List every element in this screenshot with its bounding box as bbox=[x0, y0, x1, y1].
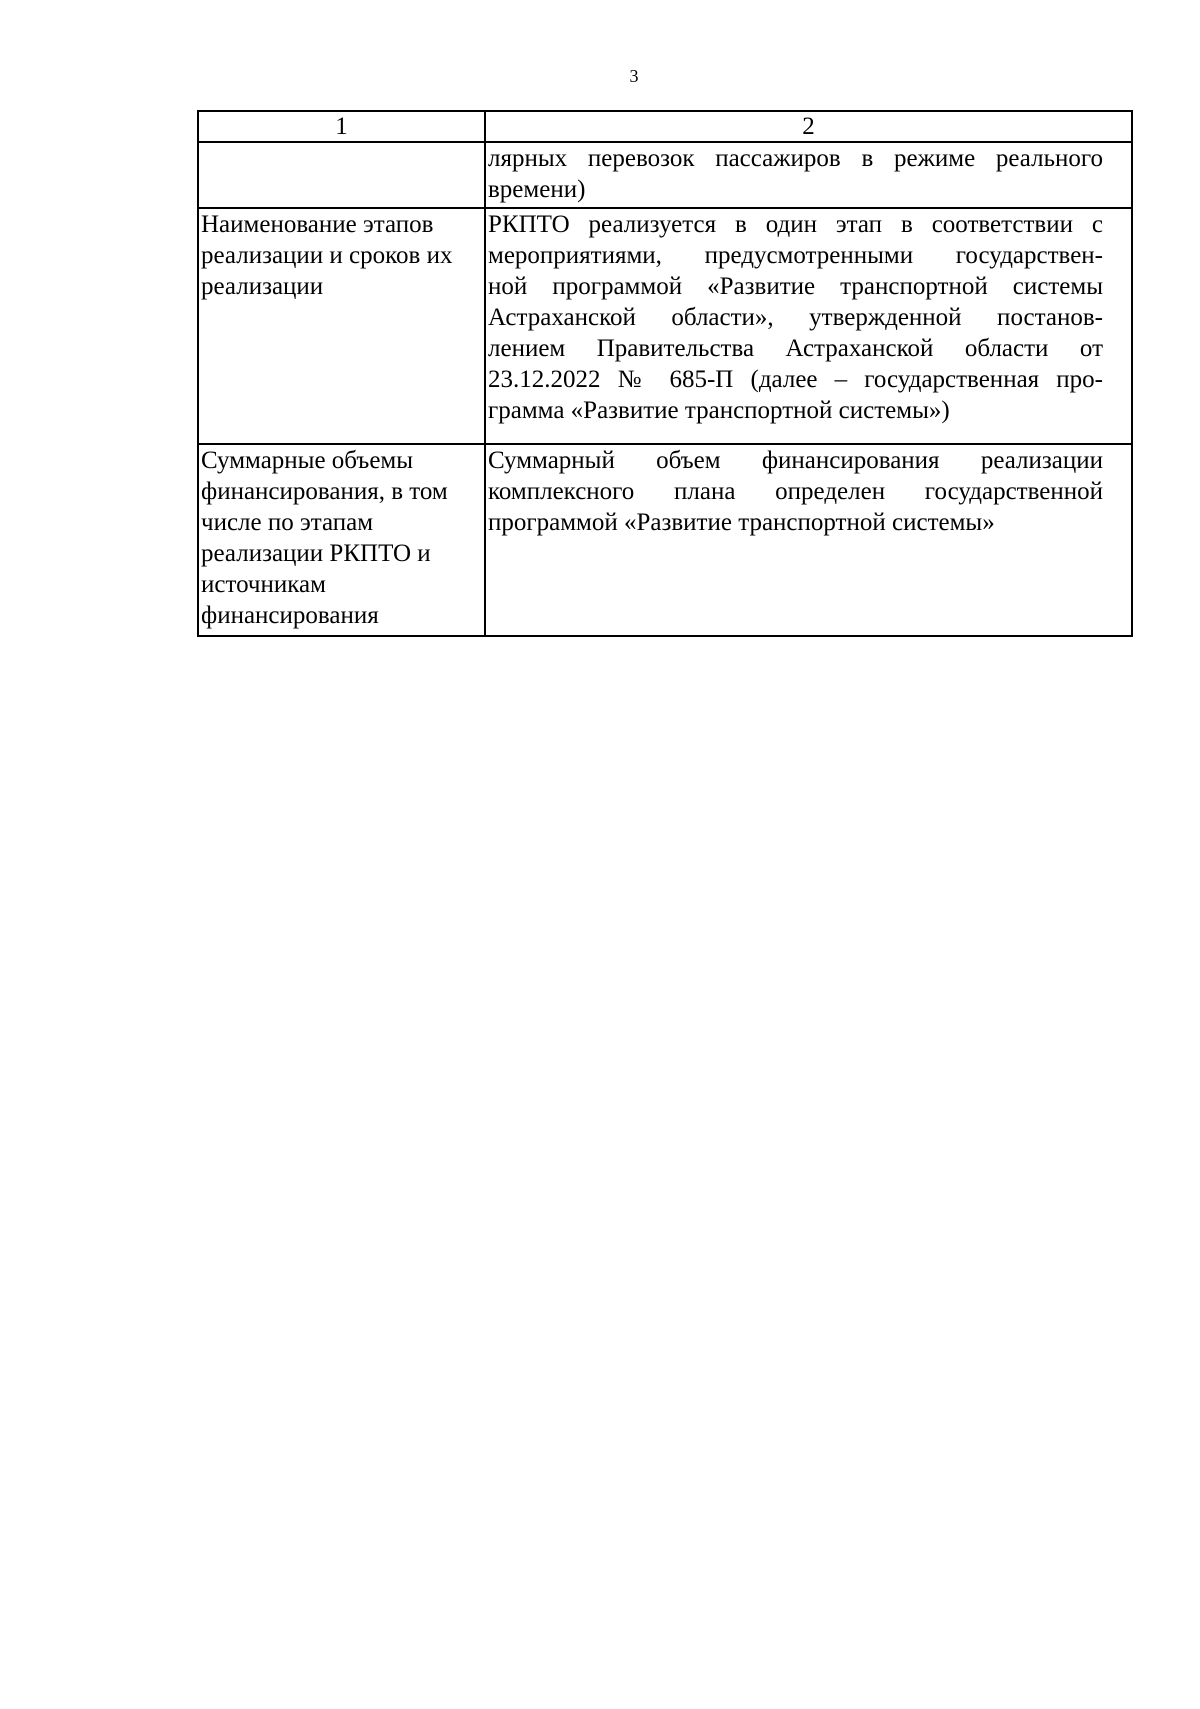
text-line: Наименование этапов bbox=[201, 211, 434, 238]
header-col-1: 1 bbox=[198, 111, 485, 142]
continuation-col-1 bbox=[198, 142, 485, 208]
text-line: Суммарный объем финансирования реализации bbox=[488, 447, 1103, 474]
text-line: лением Правительства Астраханской области от bbox=[488, 335, 1103, 362]
table-header-row bbox=[198, 111, 1132, 142]
table-row-continuation bbox=[198, 142, 1132, 208]
text-line: Астраханской области», утвержденной постанов- bbox=[488, 304, 1103, 331]
text-line: источникам bbox=[201, 571, 326, 598]
text-line: грамма «Развитие транспортной системы») bbox=[488, 397, 950, 424]
financing-label-cell bbox=[198, 444, 485, 636]
text-line: финансирования, в том bbox=[201, 478, 448, 505]
text-line: реализации и сроков их bbox=[201, 242, 453, 269]
header-col-2: 2 bbox=[485, 111, 1132, 142]
text-line: программой «Развитие транспортной системы» bbox=[488, 509, 995, 536]
page-number: 3 bbox=[629, 66, 639, 86]
text-line: финансирования bbox=[201, 602, 379, 629]
continuation-col-2 bbox=[485, 142, 1132, 208]
text-line: комплексного плана определен государственной bbox=[488, 478, 1103, 505]
text-line: РКПТО реализуется в один этап в соответствии с bbox=[488, 211, 1103, 238]
table-row-stages bbox=[198, 208, 1132, 444]
stages-value-cell bbox=[485, 208, 1132, 444]
text-line: реализации РКПТО и bbox=[201, 540, 431, 567]
financing-value-cell bbox=[485, 444, 1132, 636]
text-line: мероприятиями, предусмотренными государствен- bbox=[488, 242, 1103, 269]
text-line: 23.12.2022 № 685-П (далее – государственная про- bbox=[488, 366, 1103, 393]
text-line: Суммарные объемы bbox=[201, 447, 414, 474]
text-line: лярных перевозок пассажиров в режиме реального bbox=[488, 145, 1103, 172]
text-line: реализации bbox=[201, 273, 324, 300]
text-line: ной программой «Развитие транспортной системы bbox=[488, 273, 1103, 300]
stages-label-cell bbox=[198, 208, 485, 444]
table-row-financing bbox=[198, 444, 1132, 636]
document-table bbox=[197, 110, 1133, 637]
text-line: времени) bbox=[488, 176, 586, 203]
text-line: числе по этапам bbox=[201, 509, 374, 536]
